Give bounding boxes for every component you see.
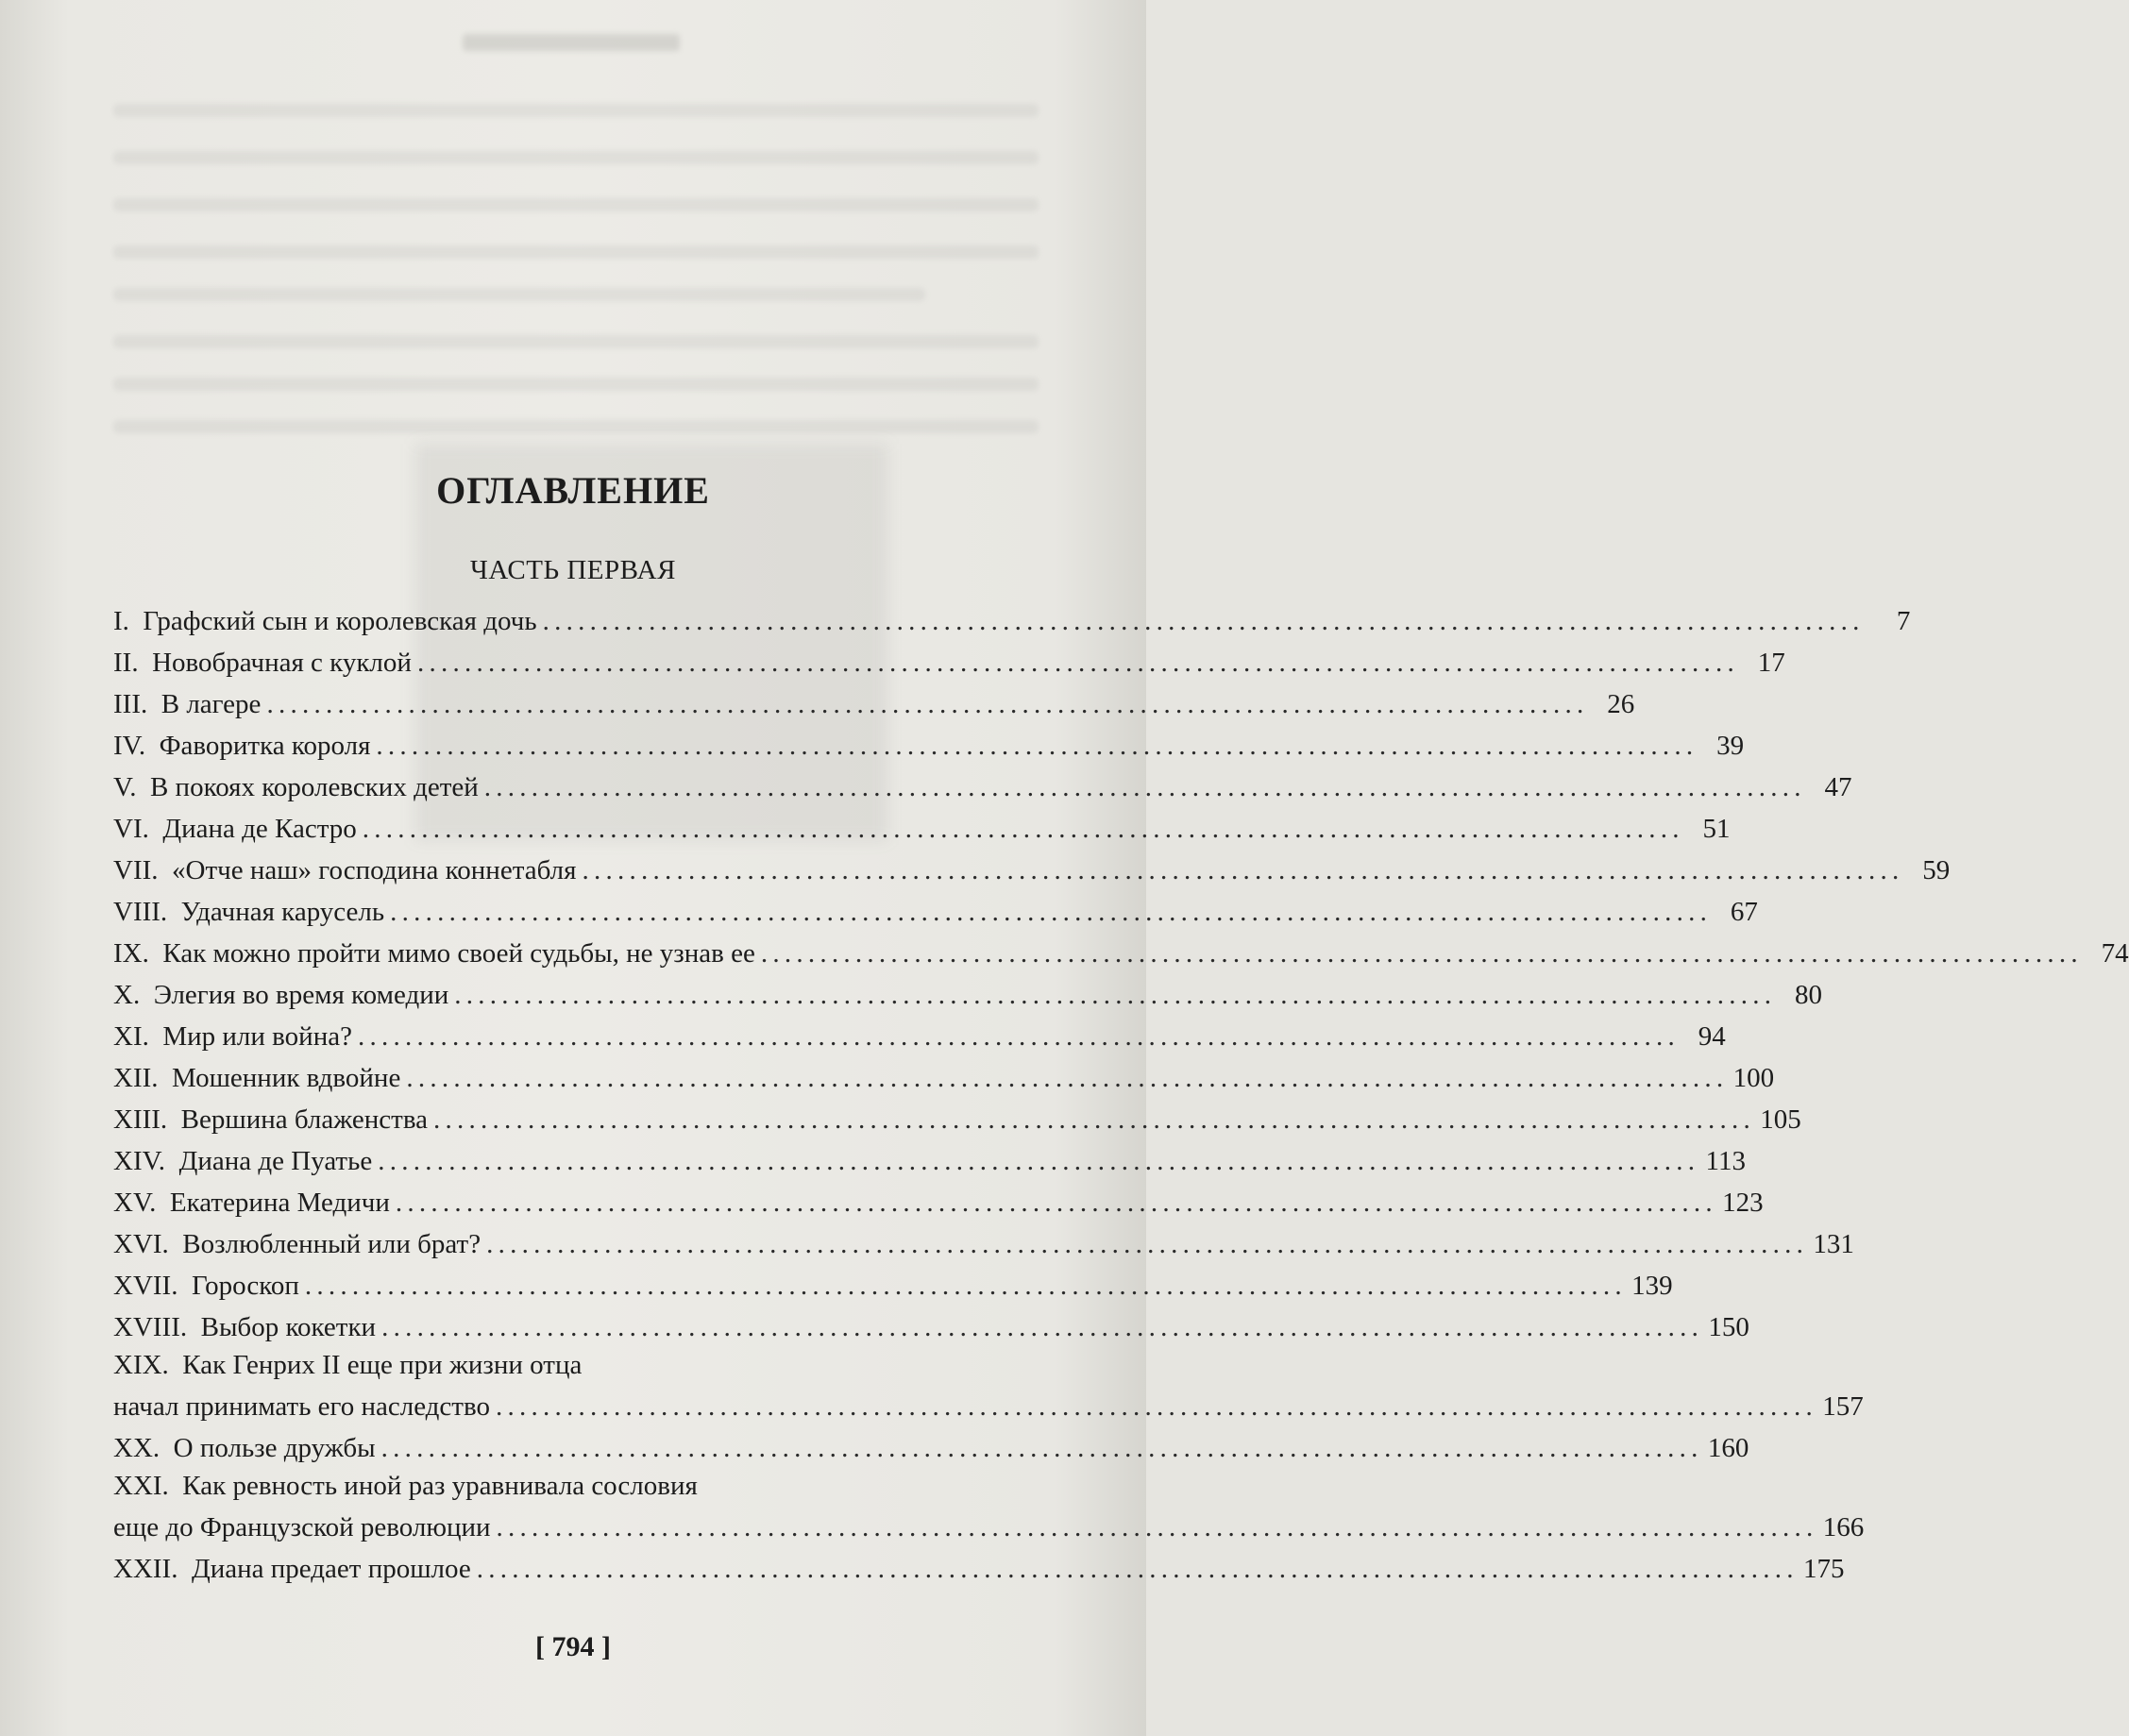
leader-dots xyxy=(761,933,2078,974)
page-number: 17 xyxy=(1757,648,1785,678)
leader-dots xyxy=(376,725,1693,767)
bleed-through-line xyxy=(113,378,1039,391)
chapter-number: XIX. xyxy=(113,1350,169,1380)
page-number: 105 xyxy=(1760,1104,1801,1135)
toc-entry[interactable] xyxy=(113,1469,1039,1507)
page-number: 26 xyxy=(1607,689,1635,719)
page-number: 94 xyxy=(1698,1021,1726,1052)
chapter-title: В лагере xyxy=(161,689,262,719)
chapter-title: Диана де Пуатье xyxy=(178,1146,373,1176)
chapter-number: VII. xyxy=(113,855,159,885)
chapter-number: VI. xyxy=(113,814,149,844)
leader-dots xyxy=(417,642,1734,683)
chapter-title: Как Генрих II еще при жизни отца xyxy=(182,1350,583,1380)
chapter-number: XVII. xyxy=(113,1271,178,1301)
leader-dots xyxy=(363,808,1680,850)
page-number: 80 xyxy=(1795,980,1823,1010)
leader-dots xyxy=(454,974,1771,1016)
toc-entry[interactable] xyxy=(113,891,1758,933)
toc-entry-continuation[interactable] xyxy=(113,1507,1865,1548)
toc-entry[interactable] xyxy=(113,1427,1749,1469)
chapter-number: XX. xyxy=(113,1433,161,1463)
chapter-title: Диана де Кастро xyxy=(162,814,357,844)
toc-entry[interactable] xyxy=(113,725,1745,767)
chapter-title: Графский сын и королевская дочь xyxy=(143,606,537,636)
page-number: 113 xyxy=(1705,1146,1746,1176)
bleed-through-line xyxy=(113,335,1039,348)
toc-entry[interactable] xyxy=(113,683,1635,725)
toc-entry[interactable] xyxy=(113,1548,1845,1590)
toc-entry[interactable] xyxy=(113,1016,1726,1057)
page-number: 157 xyxy=(1822,1391,1864,1422)
folio-page-number: [ 794 ] xyxy=(535,1631,611,1662)
chapter-title: В покоях королевских детей xyxy=(149,772,479,802)
chapter-number: XIV. xyxy=(113,1146,166,1176)
page-number: 160 xyxy=(1707,1433,1749,1463)
chapter-title: Удачная карусель xyxy=(180,897,385,927)
bleed-through-line xyxy=(113,420,1039,433)
page-number: 139 xyxy=(1631,1271,1673,1301)
page-number: 74 xyxy=(2101,938,2129,969)
page-number: 100 xyxy=(1732,1063,1775,1093)
page-number: 7 xyxy=(1896,606,1911,636)
leader-dots xyxy=(406,1057,1723,1099)
chapter-title: Как можно пройти мимо своей судьбы, не узнав ее xyxy=(162,938,755,969)
toc-entry[interactable] xyxy=(113,974,1823,1016)
chapter-title: Элегия во время комедии xyxy=(153,980,449,1010)
chapter-title-continuation: еще до Французской революции xyxy=(113,1512,491,1542)
leader-dots xyxy=(390,891,1707,933)
page-number: 131 xyxy=(1813,1229,1854,1259)
toc-entry[interactable] xyxy=(113,1140,1746,1182)
chapter-title: Екатерина Медичи xyxy=(169,1188,390,1218)
page-number: 175 xyxy=(1803,1554,1845,1584)
chapter-title: Выбор кокетки xyxy=(200,1312,377,1342)
page-number: 59 xyxy=(1922,855,1951,885)
chapter-number: XVIII. xyxy=(113,1312,188,1342)
chapter-number: III. xyxy=(113,689,148,719)
toc-entry[interactable] xyxy=(113,1099,1801,1140)
page-number: 150 xyxy=(1708,1312,1749,1342)
toc-entry[interactable] xyxy=(113,1182,1764,1223)
leader-dots xyxy=(381,1427,1698,1469)
chapter-number: XV. xyxy=(113,1188,157,1218)
chapter-title: «Отче наш» господина коннетабля xyxy=(172,855,577,885)
chapter-number: VIII. xyxy=(113,897,168,927)
bleed-through-line xyxy=(113,104,1039,117)
page-number: 39 xyxy=(1716,731,1745,761)
bleed-through-line xyxy=(113,288,925,301)
bleed-through-line xyxy=(113,198,1039,211)
chapter-title: Фаворитка короля xyxy=(159,731,371,761)
page-number: 67 xyxy=(1730,897,1758,927)
chapter-title: Новобрачная с куклой xyxy=(152,648,412,678)
chapter-number: IX. xyxy=(113,938,149,969)
leader-dots xyxy=(543,600,1860,642)
leader-dots xyxy=(484,767,1801,808)
toc-entry[interactable] xyxy=(113,808,1731,850)
chapter-title: О пользе дружбы xyxy=(173,1433,376,1463)
toc-entry[interactable] xyxy=(113,850,1951,891)
bleed-through-header xyxy=(463,34,680,51)
leader-dots xyxy=(486,1223,1803,1265)
chapter-number: XIII. xyxy=(113,1104,168,1135)
part-heading: ЧАСТЬ ПЕРВАЯ xyxy=(470,555,676,585)
chapter-number: XVI. xyxy=(113,1229,169,1259)
leader-dots xyxy=(497,1507,1814,1548)
leader-dots xyxy=(378,1140,1695,1182)
chapter-title-continuation: начал принимать его наследство xyxy=(113,1391,490,1422)
chapter-title: Гороскоп xyxy=(191,1271,299,1301)
chapter-number: XII. xyxy=(113,1063,159,1093)
chapter-number: IV. xyxy=(113,731,146,761)
chapter-title: Возлюбленный или брат? xyxy=(182,1229,482,1259)
toc-entry[interactable] xyxy=(113,1223,1854,1265)
chapter-number: XI. xyxy=(113,1021,149,1052)
page-number: 166 xyxy=(1822,1512,1865,1542)
chapter-number: XXII. xyxy=(113,1554,178,1584)
toc-entry-continuation[interactable] xyxy=(113,1386,1864,1427)
toc-entry[interactable] xyxy=(113,600,1911,642)
page-number: 47 xyxy=(1824,772,1852,802)
leader-dots xyxy=(305,1265,1622,1306)
chapter-number: V. xyxy=(113,772,137,802)
leader-dots xyxy=(266,683,1583,725)
chapter-number: II. xyxy=(113,648,139,678)
chapter-number: X. xyxy=(113,980,141,1010)
toc-entry[interactable] xyxy=(113,1057,1775,1099)
chapter-title: Вершина блаженства xyxy=(180,1104,429,1135)
toc-entry[interactable] xyxy=(113,642,1785,683)
leader-dots xyxy=(582,850,1899,891)
table-of-contents xyxy=(113,600,2129,1590)
toc-entry[interactable] xyxy=(113,1265,1673,1306)
leader-dots xyxy=(433,1099,1750,1140)
leader-dots xyxy=(477,1548,1794,1590)
toc-entry[interactable] xyxy=(113,767,1852,808)
leader-dots xyxy=(358,1016,1675,1057)
bleed-through-line xyxy=(113,245,1039,259)
toc-title: ОГЛАВЛЕНИЕ xyxy=(436,469,710,512)
toc-entry[interactable] xyxy=(113,1348,1039,1386)
page-number: 123 xyxy=(1722,1188,1764,1218)
bleed-through-line xyxy=(113,151,1039,164)
page-number: 51 xyxy=(1702,814,1731,844)
leader-dots xyxy=(396,1182,1713,1223)
chapter-number: I. xyxy=(113,606,129,636)
leader-dots xyxy=(496,1386,1813,1427)
chapter-title: Как ревность иной раз уравнивала сословия xyxy=(182,1471,698,1501)
chapter-title: Мир или война? xyxy=(162,1021,352,1052)
leader-dots xyxy=(381,1306,1698,1348)
chapter-title: Диана предает прошлое xyxy=(191,1554,471,1584)
toc-entry[interactable] xyxy=(113,1306,1749,1348)
chapter-title: Мошенник вдвойне xyxy=(172,1063,401,1093)
toc-entry[interactable] xyxy=(113,933,2129,974)
chapter-number: XXI. xyxy=(113,1471,169,1501)
